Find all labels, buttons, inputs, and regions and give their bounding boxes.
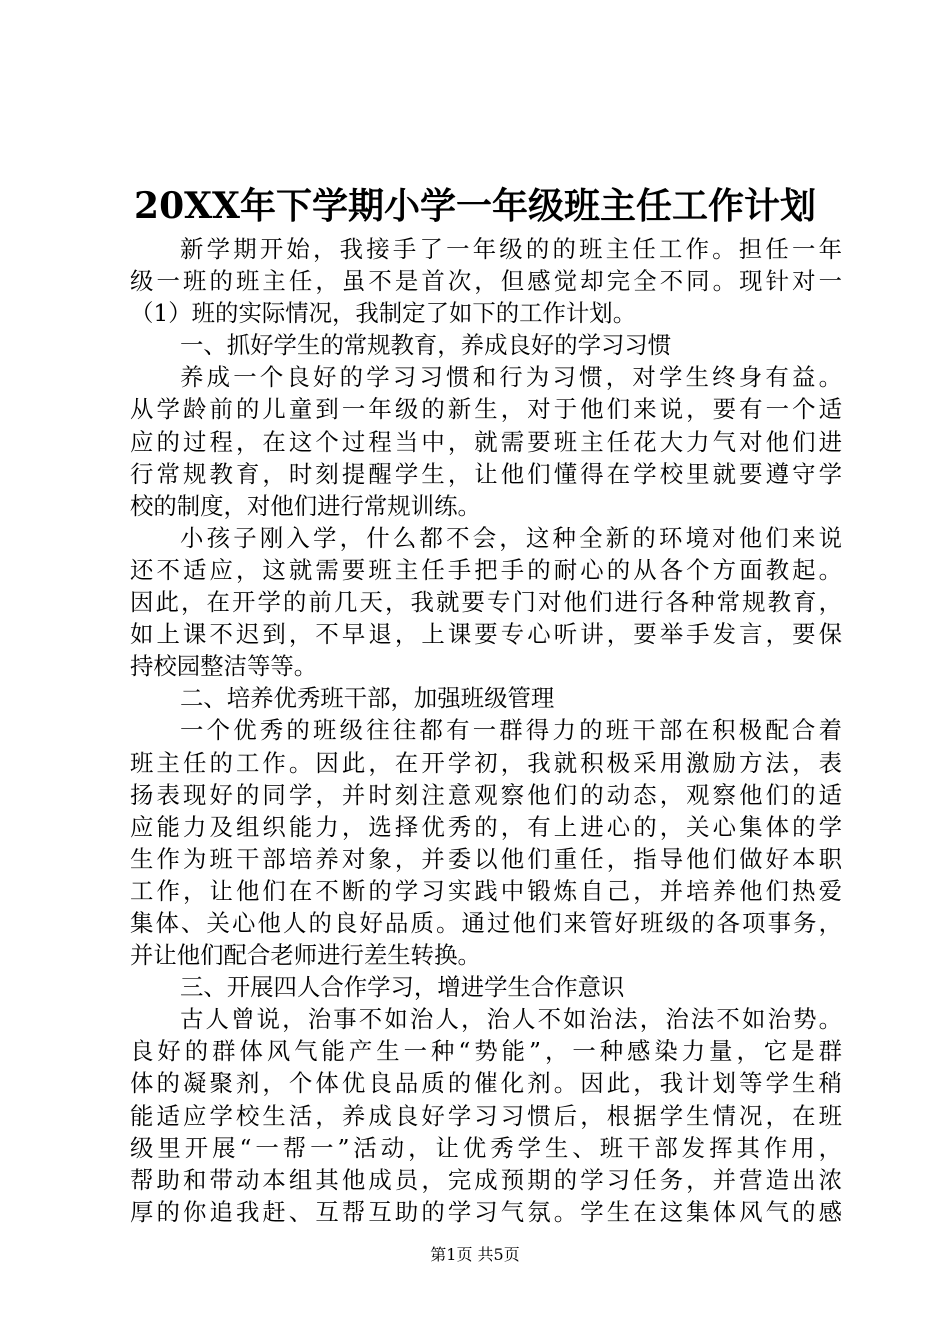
paragraph-line: 厚的你追我赶、互帮互助的学习气氛。学生在这集体风气的感 xyxy=(130,1197,842,1226)
paragraph-line: 新学期开始，我接手了一年级的的班主任工作。担任一年 xyxy=(180,235,842,263)
document-title: 20XX年下学期小学一年级班主任工作计划 xyxy=(134,185,816,227)
paragraph-line: 帮助和带动本组其他成员，完成预期的学习任务，并营造出浓 xyxy=(130,1165,842,1194)
paragraph-line: 如上课不迟到，不早退，上课要专心听讲，要举手发言，要保 xyxy=(130,620,842,649)
document-body xyxy=(130,233,842,1228)
paragraph-line: 古人曾说，治事不如治人，治人不如治法，治法不如治势。 xyxy=(180,1005,842,1034)
page-footer: 第1页 共5页 xyxy=(430,1245,520,1264)
paragraph-line: 一个优秀的班级往往都有一群得力的班干部在积极配合着 xyxy=(180,716,842,745)
section-heading: 二、培养优秀班干部，加强班级管理 xyxy=(180,684,555,713)
paragraph-line: 扬表现好的同学，并时刻注意观察他们的动态，观察他们的适 xyxy=(130,780,842,809)
paragraph-line: 因此，在开学的前几天，我就要专门对他们进行各种常规教育， xyxy=(130,588,842,617)
paragraph-line: 并让他们配合老师进行差生转换。 xyxy=(130,941,481,970)
paragraph-line: （1）班的实际情况，我制定了如下的工作计划。 xyxy=(130,299,637,328)
section-heading: 一、抓好学生的常规教育，养成良好的学习习惯 xyxy=(180,331,672,360)
paragraph-line: 体的凝聚剂，个体优良品质的催化剂。因此，我计划等学生稍 xyxy=(130,1069,842,1098)
paragraph-line: 应能力及组织能力，选择优秀的，有上进心的，关心集体的学 xyxy=(130,812,842,841)
paragraph-line: 行常规教育，时刻提醒学生，让他们懂得在学校里就要遵守学 xyxy=(130,459,842,488)
paragraph-line: 班主任的工作。因此，在开学初，我就积极采用激励方法，表 xyxy=(130,748,842,777)
paragraph-line: 集体、关心他人的良好品质。通过他们来管好班级的各项事务， xyxy=(130,908,842,937)
paragraph-line: 良好的群体风气能产生一种“势能”，一种感染力量，它是群 xyxy=(130,1037,842,1066)
paragraph-line: 能适应学校生活，养成良好学习习惯后，根据学生情况，在班 xyxy=(130,1101,842,1130)
section-heading: 三、开展四人合作学习，增进学生合作意识 xyxy=(180,973,625,1002)
paragraph-line: 应的过程，在这个过程当中，就需要班主任花大力气对他们进 xyxy=(130,427,842,456)
paragraph-line: 级一班的班主任，虽不是首次，但感觉却完全不同。现针对一 xyxy=(130,267,842,296)
paragraph-line: 生作为班干部培养对象，并委以他们重任，指导他们做好本职 xyxy=(130,844,842,873)
paragraph-line: 小孩子刚入学，什么都不会，这种全新的环境对他们来说 xyxy=(180,523,842,552)
paragraph-line: 级里开展“一帮一”活动，让优秀学生、班干部发挥其作用， xyxy=(130,1133,842,1162)
paragraph-line: 工作，让他们在不断的学习实践中锻炼自己，并培养他们热爱 xyxy=(130,876,842,905)
paragraph-line: 从学龄前的儿童到一年级的新生，对于他们来说，要有一个适 xyxy=(130,395,842,424)
paragraph-line: 持校园整洁等等。 xyxy=(130,652,318,681)
paragraph-line: 还不适应，这就需要班主任手把手的耐心的从各个方面教起。 xyxy=(130,555,842,584)
paragraph-line: 养成一个良好的学习习惯和行为习惯，对学生终身有益。 xyxy=(180,363,842,392)
paragraph-line: 校的制度，对他们进行常规训练。 xyxy=(130,491,481,520)
